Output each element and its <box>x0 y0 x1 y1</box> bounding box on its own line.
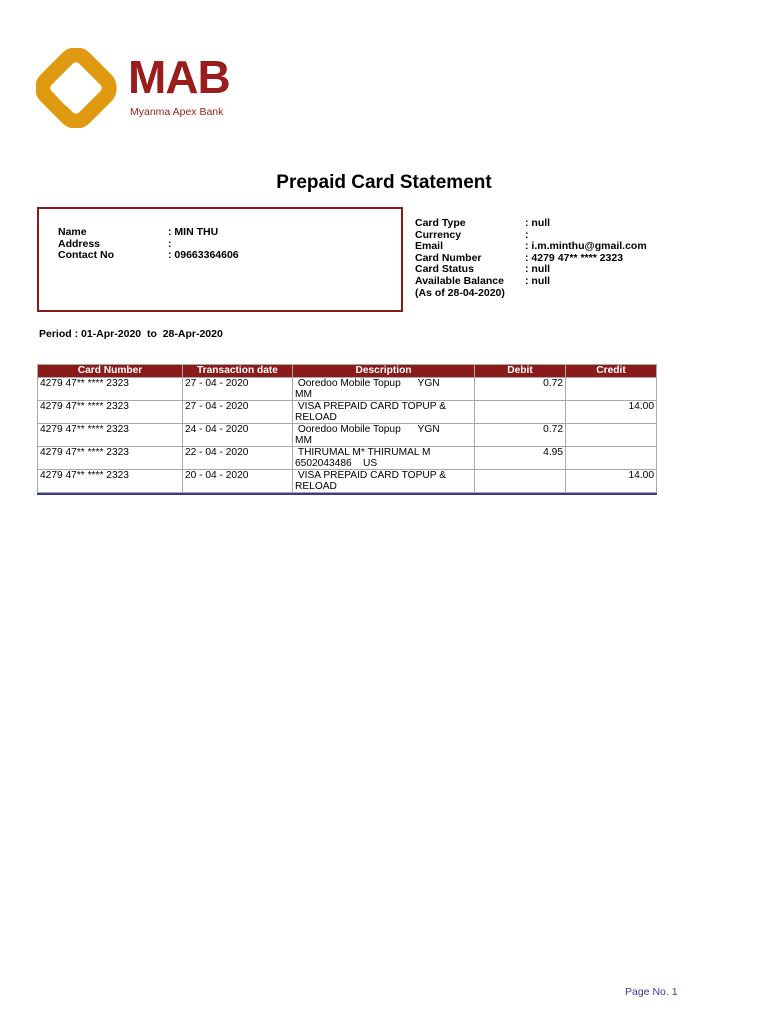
cell-card-number: 4279 47** **** 2323 <box>38 470 182 492</box>
header-debit: Debit <box>475 365 565 377</box>
customer-details <box>58 227 239 262</box>
cell-date: 27 - 04 - 2020 <box>183 378 292 400</box>
field-value: : 4279 47** **** 2323 <box>525 251 624 264</box>
field-value: : <box>168 237 172 250</box>
header-card-number: Card Number <box>38 365 182 377</box>
table-row <box>38 447 656 469</box>
cell-debit: 4.95 <box>475 447 565 469</box>
field-value: : null <box>525 263 551 276</box>
field-label: Contact No <box>58 249 114 262</box>
header-description: Description <box>293 365 474 377</box>
field-label: Currency <box>415 228 462 241</box>
field-value: : 09663364606 <box>168 249 239 262</box>
field-label: Email <box>415 240 444 253</box>
transactions-table <box>37 364 657 495</box>
table-row <box>38 470 656 492</box>
cell-debit <box>475 470 565 492</box>
logo-text: MAB <box>128 51 230 103</box>
cell-credit <box>566 424 656 446</box>
table-row <box>38 378 656 400</box>
field-label: Address <box>58 237 101 250</box>
cell-description: THIRUMAL M* THIRUMAL M 6502043486 US <box>293 447 474 469</box>
cell-card-number: 4279 47** **** 2323 <box>38 447 182 469</box>
cell-description: Ooredoo Mobile Topup YGN MM <box>293 378 474 400</box>
statement-period: Period : 01-Apr-2020 to 28-Apr-2020 <box>39 328 223 340</box>
cell-credit <box>566 447 656 469</box>
cell-debit <box>475 401 565 423</box>
cell-description: VISA PREPAID CARD TOPUP & RELOAD <box>293 470 474 492</box>
cell-date: 22 - 04 - 2020 <box>183 447 292 469</box>
table-row <box>38 424 656 446</box>
customer-row-name <box>58 227 239 239</box>
cell-date: 24 - 04 - 2020 <box>183 424 292 446</box>
cell-credit: 14.00 <box>566 401 656 423</box>
field-label: Card Status <box>415 263 474 276</box>
customer-row-contact <box>58 250 239 262</box>
field-label: Card Type <box>415 217 466 229</box>
table-row <box>38 401 656 423</box>
field-label: Name <box>58 226 87 238</box>
field-value: : i.m.minthu@gmail.com <box>525 240 647 253</box>
bank-logo <box>36 48 236 128</box>
field-value: : MIN THU <box>168 226 219 238</box>
field-label: Available Balance <box>415 274 504 287</box>
page-number: Page No. 1 <box>625 986 678 998</box>
card-details <box>415 218 647 299</box>
cell-debit: 0.72 <box>475 378 565 400</box>
cell-date: 20 - 04 - 2020 <box>183 470 292 492</box>
field-label: (As of 28-04-2020) <box>415 286 505 299</box>
field-value: : <box>525 228 529 241</box>
cell-card-number: 4279 47** **** 2323 <box>38 401 182 423</box>
field-label: Card Number <box>415 251 482 264</box>
card-row-as-of <box>415 288 647 300</box>
cell-date: 27 - 04 - 2020 <box>183 401 292 423</box>
cell-credit <box>566 378 656 400</box>
cell-debit: 0.72 <box>475 424 565 446</box>
cell-card-number: 4279 47** **** 2323 <box>38 378 182 400</box>
cell-description: Ooredoo Mobile Topup YGN MM <box>293 424 474 446</box>
card-row-type <box>415 218 647 230</box>
field-value: : null <box>525 274 551 287</box>
card-row-balance <box>415 276 647 288</box>
cell-credit: 14.00 <box>566 470 656 492</box>
page-title: Prepaid Card Statement <box>276 172 492 193</box>
cell-card-number: 4279 47** **** 2323 <box>38 424 182 446</box>
header-credit: Credit <box>566 365 656 377</box>
logo-subtitle: Myanma Apex Bank <box>130 106 224 118</box>
table-header-row <box>38 365 656 377</box>
header-transaction-date: Transaction date <box>183 365 292 377</box>
mab-diamond-icon <box>36 48 122 128</box>
cell-description: VISA PREPAID CARD TOPUP & RELOAD <box>293 401 474 423</box>
field-value: : null <box>525 217 551 229</box>
